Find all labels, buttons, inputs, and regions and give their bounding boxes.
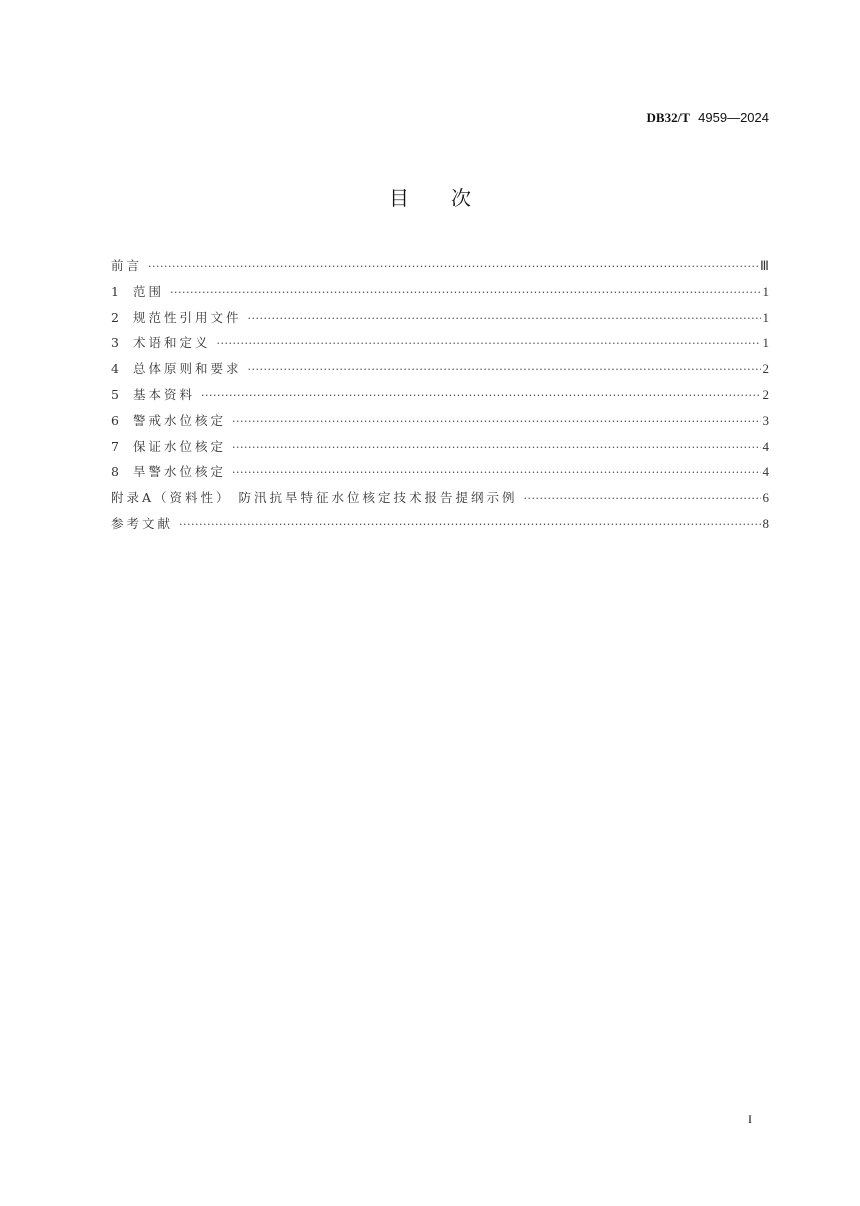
toc-label: 基本资料 xyxy=(133,386,196,402)
toc-page: 1 xyxy=(762,309,769,325)
toc-entry-7[interactable] xyxy=(111,437,769,463)
toc-label: 警戒水位核定 xyxy=(133,412,227,428)
toc-label: 总体原则和要求 xyxy=(133,361,242,377)
standard-type: 32/T xyxy=(664,110,690,125)
toc-entry-1[interactable] xyxy=(111,282,769,308)
toc-leader xyxy=(232,441,760,454)
toc-label: 旱警水位核定 xyxy=(133,464,227,480)
toc-entry-preface[interactable] xyxy=(111,256,769,282)
toc-label: 范围 xyxy=(133,283,165,299)
toc-page: 3 xyxy=(762,412,769,428)
toc-page: 1 xyxy=(762,335,769,351)
toc-number: 8 xyxy=(111,464,119,480)
toc-leader xyxy=(232,415,760,428)
toc-number: 4 xyxy=(111,361,119,377)
toc-label: 术语和定义 xyxy=(133,335,211,351)
toc-entry-appendix-a[interactable] xyxy=(111,488,769,514)
toc-number: 5 xyxy=(111,386,119,402)
toc-leader xyxy=(179,518,760,531)
toc-label: 保证水位核定 xyxy=(133,438,227,454)
page-number: I xyxy=(748,1112,752,1126)
toc-page: 1 xyxy=(762,283,769,299)
toc-leader xyxy=(217,337,761,350)
toc-leader xyxy=(248,312,761,325)
toc-entry-8[interactable] xyxy=(111,462,769,488)
toc-page: 2 xyxy=(762,386,769,402)
toc-label: 规范性引用文件 xyxy=(133,309,242,325)
toc-page: 2 xyxy=(762,361,769,377)
toc-leader xyxy=(248,363,761,376)
standard-prefix: DB xyxy=(646,110,665,125)
toc-page: 4 xyxy=(762,438,769,454)
toc-label: 参考文献 xyxy=(111,515,174,531)
toc-entry-references[interactable] xyxy=(111,514,769,540)
toc-entry-4[interactable] xyxy=(111,359,769,385)
toc-page: 4 xyxy=(762,464,769,480)
toc-leader xyxy=(201,389,760,402)
toc-entry-6[interactable] xyxy=(111,411,769,437)
toc-page: 6 xyxy=(762,490,769,506)
toc-page: 8 xyxy=(762,515,769,531)
toc-entry-5[interactable] xyxy=(111,385,769,411)
standard-number: 4959—2024 xyxy=(698,110,769,125)
toc-number: 2 xyxy=(111,309,119,325)
toc-page: Ⅲ xyxy=(760,258,769,273)
toc-number: 3 xyxy=(111,335,119,351)
toc-label: 附录A（资料性） 防汛抗旱特征水位核定技术报告提纲示例 xyxy=(111,490,518,506)
toc-entry-2[interactable] xyxy=(111,308,769,334)
toc-number: 7 xyxy=(111,438,119,454)
table-of-contents xyxy=(111,256,769,540)
toc-number: 1 xyxy=(111,283,119,299)
toc-leader xyxy=(232,466,760,479)
toc-leader xyxy=(524,492,761,505)
toc-leader xyxy=(170,286,760,299)
toc-number: 6 xyxy=(111,412,119,428)
toc-leader xyxy=(148,260,758,273)
page-title: 目次 xyxy=(389,186,513,210)
toc-label: 前言 xyxy=(111,258,143,273)
toc-entry-3[interactable] xyxy=(111,333,769,359)
standard-code xyxy=(647,110,769,126)
